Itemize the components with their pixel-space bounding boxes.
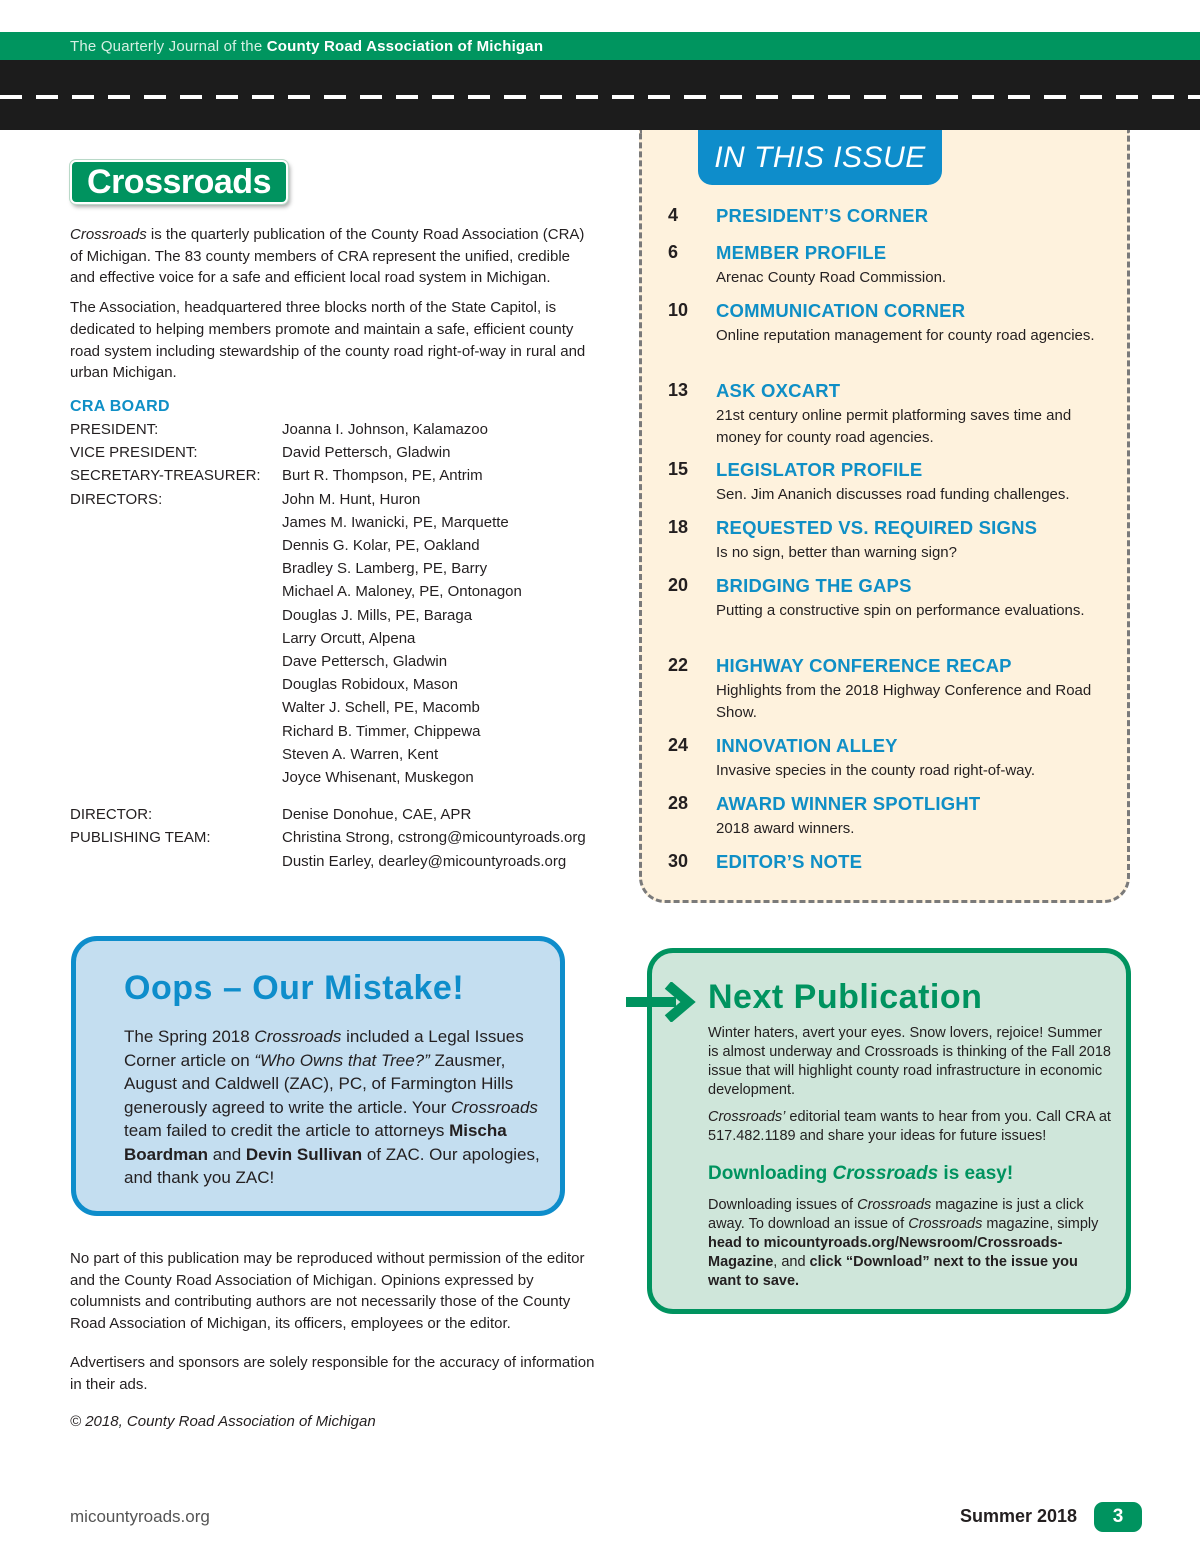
board-member: Douglas Robidoux, Mason (282, 676, 458, 694)
toc-description: Arenac County Road Commission. (716, 269, 947, 286)
board-member: David Pettersch, Gladwin (282, 444, 451, 462)
board-role: DIRECTORS: (70, 490, 163, 508)
footer-issue: Summer 2018 (960, 1506, 1078, 1526)
oops-bold: Devin Sullivan (245, 1144, 363, 1164)
board-member: Dustin Earley, dearley@micountyroads.org (282, 852, 567, 870)
next-publication-paragraph-1: Winter haters, avert your eyes. Snow lovers, rejoice! Summer is almost underway and Crossroads is thinking of the Fall 2018 issue that will highlight county road infrastructure in economic development. (708, 1025, 1111, 1098)
disclaimer-paragraph-2: Advertisers and sponsors are solely responsible for the accuracy of information in their ads. (70, 1353, 595, 1393)
toc-page-number: 20 (668, 575, 689, 595)
tagline-prefix: The Quarterly Journal of the (70, 38, 263, 55)
toc-title: EDITOR’S NOTE (716, 851, 863, 872)
disclaimer (70, 1248, 595, 1412)
download-title (708, 1163, 1013, 1185)
toc-page-number: 10 (668, 300, 689, 320)
oops-italic: “Who Owns that Tree?” (254, 1050, 430, 1070)
dl-title-suffix: is easy! (938, 1163, 1014, 1184)
board-member: Joanna I. Johnson, Kalamazoo (282, 421, 488, 438)
journal-tagline (70, 38, 543, 55)
toc-description: 2018 award winners. (716, 820, 855, 837)
download-instructions (708, 1196, 1113, 1291)
oops-bold: Mischa Boardman (124, 1121, 507, 1164)
toc-page-number: 18 (668, 517, 689, 537)
toc-title: AWARD WINNER SPOTLIGHT (716, 793, 981, 814)
oops-body (124, 1025, 544, 1190)
oops-italic: Crossroads (450, 1097, 538, 1117)
page-number-badge: 3 (1094, 1502, 1142, 1532)
toc-title: REQUESTED VS. REQUIRED SIGNS (716, 517, 1038, 538)
np-italic: Crossroads’ (708, 1109, 786, 1125)
board-role: PUBLISHING TEAM: (70, 829, 211, 847)
oops-box (71, 936, 565, 1216)
board-member: Bradley S. Lamberg, PE, Barry (282, 560, 488, 578)
board-role: DIRECTOR: (70, 806, 153, 824)
dl-title-italic: Crossroads (832, 1163, 939, 1184)
tagline-org: County Road Association of Michigan (266, 38, 544, 55)
arrow-right-icon (626, 982, 698, 1022)
toc-page-number: 22 (668, 655, 689, 675)
toc-page-number: 13 (668, 380, 689, 400)
intro-paragraph-1 (70, 224, 595, 289)
dl-italic: Crossroads (908, 1216, 983, 1232)
intro-paragraph-2: The Association, headquartered three blocks north of the State Capitol, is dedicated to helping members promote and maintain a safe, efficient county road system including stewardship of the county road right-of-way in rural and urban Michigan. (70, 299, 586, 382)
board-member: Joyce Whisenant, Muskegon (282, 769, 474, 786)
header-bar (0, 32, 1200, 60)
download-url: head to micountyroads.org/Newsroom/Crossroads-Magazine (708, 1235, 1063, 1270)
toc-title: COMMUNICATION CORNER (716, 300, 966, 321)
board-role: SECRETARY-TREASURER: (70, 467, 261, 485)
intro-text (70, 224, 595, 392)
toc-description: 21st century online permit platforming saves time and money for county road agencies. (716, 407, 1072, 446)
intro-italic: Crossroads (70, 226, 147, 243)
board-member: Richard B. Timmer, Chippewa (282, 722, 481, 740)
oops-italic: Crossroads (254, 1027, 342, 1046)
in-this-issue-title: IN THIS ISSUE (698, 130, 942, 185)
toc-title: INNOVATION ALLEY (716, 735, 898, 756)
toc-description: Online reputation management for county road agencies. (716, 327, 1095, 344)
oops-text: The Spring 2018 (124, 1027, 255, 1046)
dl-text: , and (773, 1254, 810, 1270)
toc-title: LEGISLATOR PROFILE (716, 459, 923, 480)
intro-p1-rest: is the quarterly publication of the County Road Association (CRA) of Michigan. The 83 county members of CRA represent the unified, credible and effective voice for a safe and efficient local road system in Michigan. (70, 226, 585, 287)
board-member: Michael A. Maloney, PE, Ontonagon (282, 583, 522, 601)
board-member: Christina Strong, cstrong@micountyroads.org (282, 829, 586, 847)
toc-title: PRESIDENT’S CORNER (716, 205, 929, 226)
toc-description: Sen. Jim Ananich discusses road funding challenges. (716, 486, 1070, 503)
board-member: Steven A. Warren, Kent (282, 745, 439, 763)
oops-text: team failed to credit the article to attorneys (124, 1121, 450, 1140)
dl-title-prefix: Downloading (708, 1163, 833, 1184)
toc-title: HIGHWAY CONFERENCE RECAP (716, 655, 1012, 676)
dl-bold: click “Download” next to the issue you want to save. (708, 1254, 1078, 1289)
board-member: Dave Pettersch, Gladwin (282, 653, 448, 670)
road-dashes (0, 60, 1200, 130)
toc-title: BRIDGING THE GAPS (716, 575, 912, 596)
toc-page-number: 28 (668, 793, 689, 813)
dl-text: magazine is just a click away. To download an issue of (708, 1197, 1084, 1232)
np-text: editorial team wants to hear from you. Call CRA at 517.482.1189 and share your ideas for future issues! (708, 1109, 1111, 1144)
toc-page-number: 15 (668, 459, 689, 479)
toc-page-number: 24 (668, 735, 689, 755)
copyright: © 2018, County Road Association of Michigan (70, 1413, 376, 1430)
board-member: James M. Iwanicki, PE, Marquette (282, 513, 509, 531)
next-publication-title: Next Publication (708, 978, 983, 1016)
board-role: PRESIDENT: (70, 421, 159, 438)
oops-text: included a Legal Issues Corner article on (124, 1027, 524, 1070)
board-member: Burt R. Thompson, PE, Antrim (282, 467, 483, 485)
oops-text: and (208, 1144, 246, 1164)
next-publication-paragraph-2 (708, 1108, 1113, 1146)
toc-title: MEMBER PROFILE (716, 242, 887, 263)
disclaimer-paragraph-1: No part of this publication may be reproduced without permission of the editor and the County Road Association of Michigan. Opinions expressed by columnists and contributing authors are not necessarily those of the County Road Association of Michigan, its officers, employees or the editor. (70, 1250, 585, 1333)
oops-title: Oops – Our Mistake! (124, 969, 465, 1007)
toc-page-number: 6 (668, 242, 679, 262)
board-member: Walter J. Schell, PE, Macomb (282, 699, 480, 717)
toc-description: Putting a constructive spin on performance evaluations. (716, 602, 1085, 619)
board-member: Denise Donohue, CAE, APR (282, 806, 472, 824)
toc-description: Highlights from the 2018 Highway Conference and Road Show. (716, 682, 1092, 721)
road-banner (0, 60, 1200, 130)
toc-page-number: 30 (668, 851, 689, 871)
dl-italic: Crossroads (857, 1197, 932, 1213)
toc-page-number: 4 (668, 205, 679, 225)
toc-description: Invasive species in the county road right-of-way. (716, 762, 1036, 779)
oops-text: of ZAC. Our apologies, and thank you ZAC! (124, 1144, 540, 1187)
board-member: John M. Hunt, Huron (282, 490, 421, 508)
board-member: Dennis G. Kolar, PE, Oakland (282, 537, 480, 554)
board-role: VICE PRESIDENT: (70, 444, 198, 462)
toc-title: ASK OXCART (716, 380, 841, 401)
dl-text: magazine, simply (982, 1216, 1099, 1232)
dl-text: Downloading issues of (708, 1197, 858, 1213)
crossroads-logo: Crossroads (70, 160, 288, 204)
footer-url: micountyroads.org (70, 1507, 210, 1526)
board-member: Douglas J. Mills, PE, Baraga (282, 606, 473, 624)
board-title: CRA BOARD (70, 398, 170, 415)
toc-description: Is no sign, better than warning sign? (716, 544, 957, 561)
oops-text: Zausmer, August and Caldwell (ZAC), PC, of Farmington Hills generously agreed to write the article. Your (124, 1050, 514, 1117)
board-member: Larry Orcutt, Alpena (282, 629, 416, 647)
